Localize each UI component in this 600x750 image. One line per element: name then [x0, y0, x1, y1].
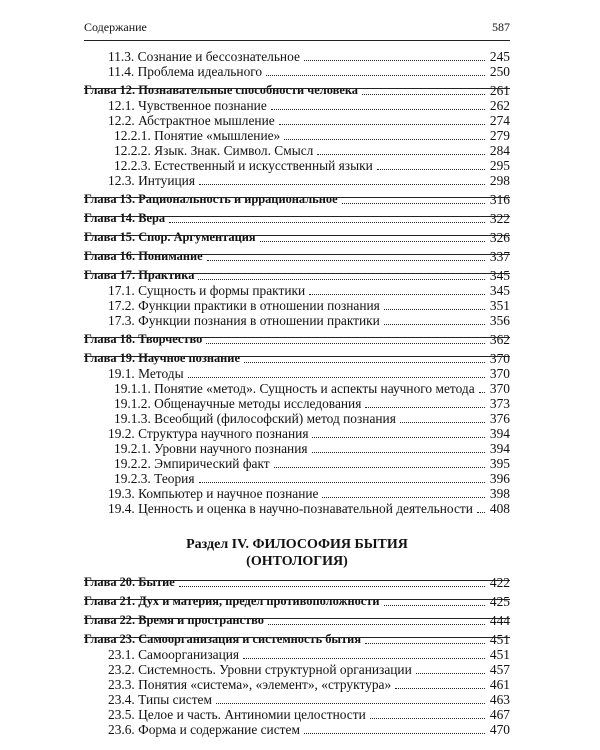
- toc-entry-title: 23.1. Самоорганизация: [108, 647, 240, 662]
- dot-leader: [271, 109, 485, 110]
- toc-entry-title: 12.2. Абстрактное мышление: [108, 113, 275, 128]
- toc-entry: [84, 97, 510, 113]
- toc-entry-page: 370: [489, 366, 510, 381]
- toc-entry-page: 316: [489, 192, 510, 207]
- dot-leader: [317, 154, 485, 155]
- chapter-separator-line: [84, 618, 510, 619]
- header-title: Содержание: [84, 20, 147, 34]
- toc-chapter-entry: [84, 331, 510, 347]
- toc-entry-page: 463: [489, 692, 510, 707]
- toc-entry-page: 274: [489, 113, 510, 128]
- toc-entry-page: 345: [489, 283, 510, 298]
- dot-leader: [179, 586, 485, 587]
- toc-entry-title: 12.3. Интуиция: [108, 173, 195, 188]
- dot-leader: [309, 294, 485, 295]
- toc-entry-title: 12.1. Чувственное познание: [108, 98, 267, 113]
- toc-entry-title: 19.1.1. Понятие «метод». Сущность и аспекты научного метода: [114, 381, 475, 396]
- toc-entry: [84, 127, 510, 143]
- toc-entry: [84, 455, 510, 471]
- toc-entry-title: 17.3. Функции познания в отношении практики: [108, 313, 380, 328]
- toc-entry-page: 356: [489, 313, 510, 328]
- toc-entry-title: Глава 18. Творчество: [84, 332, 203, 346]
- toc-entry: [84, 312, 510, 328]
- chapter-separator-line: [84, 88, 510, 89]
- dot-leader: [188, 377, 485, 378]
- toc-entry-title: Глава 12. Познавательные способности человека: [84, 83, 358, 97]
- toc-entry-page: 345: [489, 268, 510, 283]
- dot-leader: [304, 733, 485, 734]
- toc-chapter-entry: [84, 82, 510, 98]
- toc-entry: [84, 48, 510, 64]
- toc-entry-title: Глава 22. Время и пространство: [84, 613, 264, 627]
- toc-entry-page: 398: [489, 486, 510, 501]
- toc-entry-page: 470: [489, 722, 510, 737]
- toc-chapter-entry: [84, 191, 510, 207]
- toc-entry-page: 422: [489, 575, 510, 590]
- dot-leader: [370, 718, 485, 719]
- toc-chapter-entry: [84, 210, 510, 226]
- toc-entry: [84, 425, 510, 441]
- toc-entry-page: 396: [489, 471, 510, 486]
- toc-chapter-entry: [84, 350, 510, 366]
- toc-entry: [84, 410, 510, 426]
- toc-entry-title: 19.1. Методы: [108, 366, 184, 381]
- toc-entry: [84, 157, 510, 173]
- dot-leader: [268, 624, 485, 625]
- toc-entry-title: 19.3. Компьютер и научное познание: [108, 486, 319, 501]
- toc-entry-page: 394: [489, 441, 510, 456]
- toc-entry-title: 12.2.1. Понятие «мышление»: [114, 128, 281, 143]
- header-page-number: 587: [492, 20, 510, 34]
- toc-entry-title: Глава 20. Бытие: [84, 575, 175, 589]
- chapter-separator-line: [84, 254, 510, 255]
- dot-leader: [260, 241, 485, 242]
- chapter-separator-line: [84, 599, 510, 600]
- dot-leader: [362, 94, 485, 95]
- toc-entry-page: 250: [489, 64, 510, 79]
- toc-entry-page: 461: [489, 677, 510, 692]
- toc-chapter-entry: [84, 248, 510, 264]
- dot-leader: [266, 75, 485, 76]
- toc-entry-title: 23.2. Системность. Уровни структурной организации: [108, 662, 412, 677]
- dot-leader: [477, 512, 485, 513]
- dot-leader: [199, 184, 485, 185]
- toc-entry-title: 11.3. Сознание и бессознательное: [108, 49, 300, 64]
- toc-chapter-entry: [84, 267, 510, 283]
- dot-leader: [198, 279, 484, 280]
- toc-entry: [84, 142, 510, 158]
- toc-entry-page: 279: [489, 128, 510, 143]
- toc-entry: [84, 297, 510, 313]
- toc-entry-title: 11.4. Проблема идеального: [108, 64, 263, 79]
- toc-entry-title: 23.5. Целое и часть. Антиномии целостности: [108, 707, 366, 722]
- dot-leader: [416, 673, 485, 674]
- dot-leader: [169, 222, 485, 223]
- toc-entry-title: Глава 23. Самоорганизация и системность бытия: [84, 632, 362, 646]
- dot-leader: [400, 422, 485, 423]
- toc-entry: [84, 63, 510, 79]
- toc-entry-page: 376: [489, 411, 510, 426]
- running-header: [84, 20, 510, 38]
- dot-leader: [199, 482, 485, 483]
- toc-entry-title: Глава 17. Практика: [84, 268, 195, 282]
- chapter-separator-line: [84, 197, 510, 198]
- toc-entry-page: 362: [489, 332, 510, 347]
- toc-entry-title: Глава 19. Научное познание: [84, 351, 240, 365]
- toc-entry-page: 261: [489, 83, 510, 98]
- dot-leader: [384, 605, 485, 606]
- toc-entry-page: 262: [489, 98, 510, 113]
- chapter-separator-line: [84, 580, 510, 581]
- toc-entry-title: Глава 15. Спор. Аргументация: [84, 230, 256, 244]
- toc-entry-title: 19.2.2. Эмпирический факт: [114, 456, 270, 471]
- toc-entry-page: 444: [489, 613, 510, 628]
- dot-leader: [312, 437, 484, 438]
- toc-entry: [84, 470, 510, 486]
- dot-leader: [279, 124, 485, 125]
- dot-leader: [342, 203, 485, 204]
- dot-leader: [365, 407, 485, 408]
- toc-entry-page: 370: [489, 381, 510, 396]
- toc-entry-title: 19.4. Ценность и оценка в научно-познавательной деятельности: [108, 501, 473, 516]
- toc-entry: [84, 691, 510, 707]
- toc-entry-page: 298: [489, 173, 510, 188]
- toc-entry: [84, 646, 510, 662]
- toc-entry-page: 451: [489, 632, 510, 647]
- dot-leader: [207, 260, 485, 261]
- dot-leader: [384, 309, 485, 310]
- toc-entry: [84, 440, 510, 456]
- toc-entry-page: 284: [489, 143, 510, 158]
- dot-leader: [284, 139, 485, 140]
- toc-entry: [84, 282, 510, 298]
- toc-entry-title: Глава 13. Рациональность и иррациональное: [84, 192, 338, 206]
- chapter-separator-line: [84, 356, 510, 357]
- dot-leader: [365, 643, 485, 644]
- toc-entry-page: 337: [489, 249, 510, 264]
- toc-entry-title: Глава 16. Понимание: [84, 249, 203, 263]
- toc-entry: [84, 661, 510, 677]
- toc-entry: [84, 485, 510, 501]
- toc-entry-title: 23.6. Форма и содержание систем: [108, 722, 300, 737]
- toc-entry-page: 245: [489, 49, 510, 64]
- toc-entry-page: 467: [489, 707, 510, 722]
- toc-entry: [84, 380, 510, 396]
- chapter-separator-line: [84, 337, 510, 338]
- toc-entry-title: 19.2.1. Уровни научного познания: [114, 441, 308, 456]
- toc-entry-page: 322: [489, 211, 510, 226]
- toc-chapter-entry: [84, 574, 510, 590]
- toc-entry: [84, 500, 510, 516]
- toc-entry-title: 12.2.3. Естественный и искусственный языки: [114, 158, 373, 173]
- dot-leader: [243, 658, 485, 659]
- dot-leader: [479, 392, 485, 393]
- toc-entry-page: 408: [489, 501, 510, 516]
- toc-entry: [84, 112, 510, 128]
- toc-entry-title: 12.2.2. Язык. Знак. Символ. Смысл: [114, 143, 314, 158]
- dot-leader: [216, 703, 485, 704]
- toc-entry-page: 373: [489, 396, 510, 411]
- dot-leader: [274, 467, 485, 468]
- toc-chapter-entry: [84, 612, 510, 628]
- toc-entry: [84, 676, 510, 692]
- toc-chapter-entry: [84, 631, 510, 647]
- dot-leader: [395, 688, 485, 689]
- toc-entry-page: 451: [489, 647, 510, 662]
- chapter-separator-line: [84, 235, 510, 236]
- toc-entry-page: 457: [489, 662, 510, 677]
- toc-entry-page: 351: [489, 298, 510, 313]
- toc-entry-title: 17.1. Сущность и формы практики: [108, 283, 306, 298]
- toc-chapter-entry: [84, 593, 510, 609]
- toc-entry-title: 19.2. Структура научного познания: [108, 426, 309, 441]
- dot-leader: [377, 169, 485, 170]
- toc-entry: [84, 706, 510, 722]
- toc-entry-page: 395: [489, 456, 510, 471]
- toc-entry: [84, 721, 510, 737]
- chapter-separator-line: [84, 637, 510, 638]
- toc-entry-page: 295: [489, 158, 510, 173]
- dot-leader: [312, 452, 485, 453]
- toc-entry-title: 19.1.3. Всеобщий (философский) метод познания: [114, 411, 396, 426]
- chapter-separator-line: [84, 216, 510, 217]
- toc-entry: [84, 395, 510, 411]
- toc-entry-title: 23.4. Типы систем: [108, 692, 212, 707]
- dot-leader: [322, 497, 484, 498]
- dot-leader: [384, 324, 485, 325]
- section-heading-line2: (ОНТОЛОГИЯ): [246, 554, 348, 569]
- toc-entry: [84, 172, 510, 188]
- toc-entry-title: Глава 14. Вера: [84, 211, 166, 225]
- toc-entry-title: 17.2. Функции практики в отношении познания: [108, 298, 380, 313]
- toc-entry-title: 19.1.2. Общенаучные методы исследования: [114, 396, 362, 411]
- toc-entry-title: 19.2.3. Теория: [114, 471, 195, 486]
- section-heading-line1: Раздел IV. ФИЛОСОФИЯ БЫТИЯ: [186, 537, 408, 552]
- dot-leader: [304, 60, 485, 61]
- toc-chapter-entry: [84, 229, 510, 245]
- toc-entry: [84, 365, 510, 381]
- chapter-separator-line: [84, 273, 510, 274]
- toc-entry-page: 425: [489, 594, 510, 609]
- dot-leader: [206, 343, 485, 344]
- toc-entry-page: 394: [489, 426, 510, 441]
- header-rule: [84, 40, 510, 41]
- toc-entry-title: Глава 21. Дух и материя, предел противоположности: [84, 594, 380, 608]
- toc-entry-title: 23.3. Понятия «система», «элемент», «структура»: [108, 677, 392, 692]
- toc-entry-page: 326: [489, 230, 510, 245]
- dot-leader: [244, 362, 485, 363]
- toc-entry-page: 370: [489, 351, 510, 366]
